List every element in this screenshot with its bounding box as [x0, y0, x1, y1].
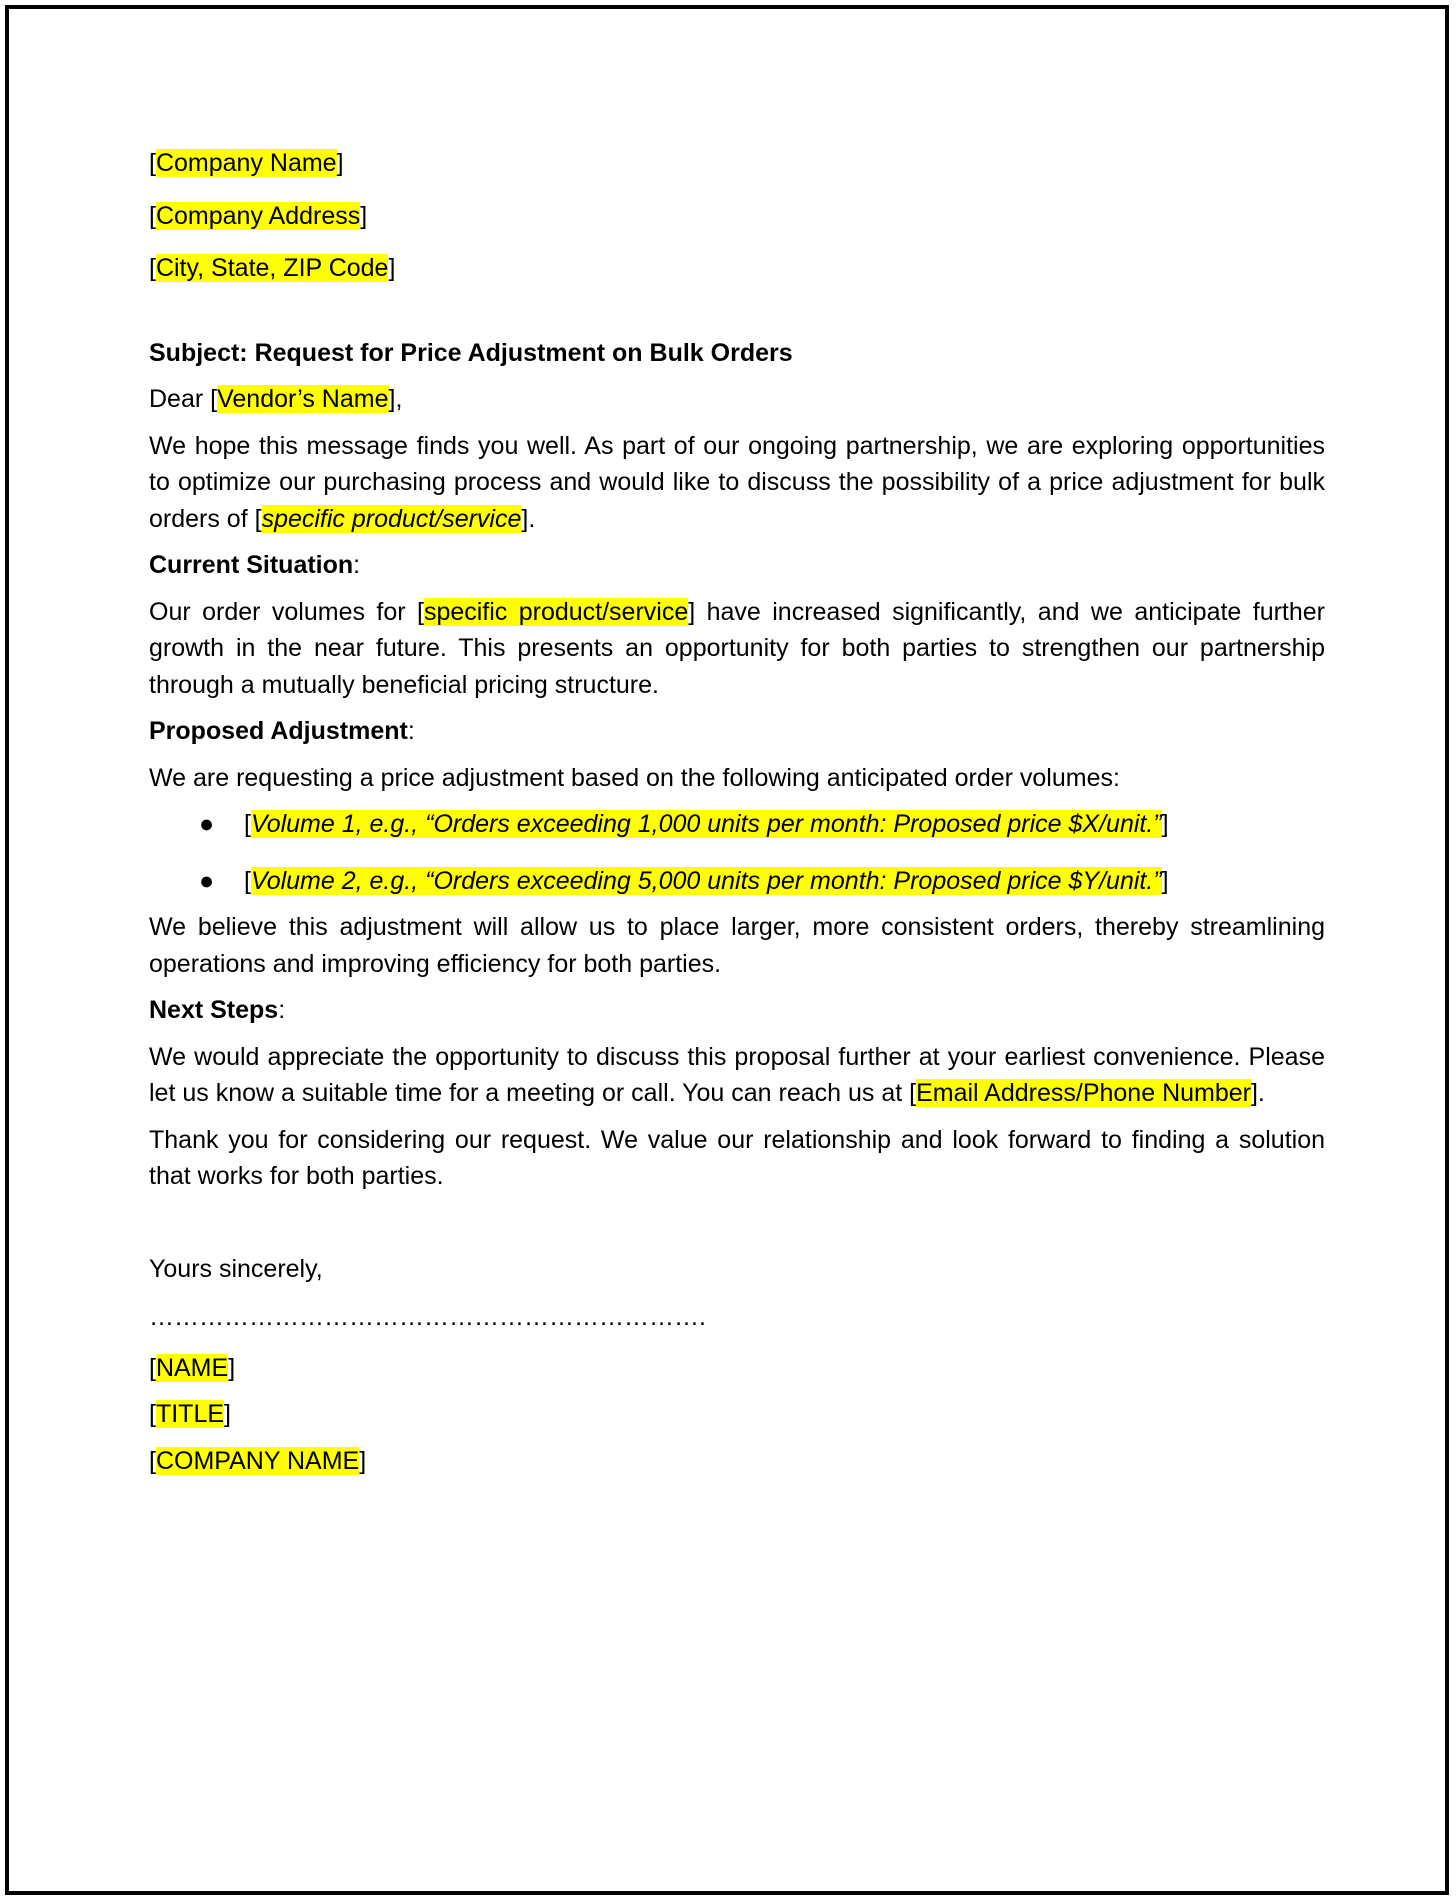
document-page: [5, 5, 1449, 1895]
current-situation-product-placeholder: specific product/service: [423, 597, 689, 626]
greeting-suffix: ],: [388, 385, 403, 413]
greeting-prefix: Dear [: [149, 385, 218, 413]
signer-block: [149, 1350, 1325, 1480]
next-steps-title: Next Steps: [149, 996, 279, 1024]
proposed-adjustment-intro: We are requesting a price adjustment based on the following anticipated order volumes:: [149, 763, 1120, 792]
signer-company-placeholder: COMPANY NAME: [155, 1446, 360, 1475]
intro-suffix: ].: [521, 504, 536, 533]
closing-salutation: Yours sincerely,: [149, 1254, 323, 1283]
volume-2-placeholder: Volume 2, e.g., “Orders exceeding 5,000 units per month: Proposed price $Y/unit.”: [250, 866, 1162, 895]
intro-product-placeholder: specific product/service: [261, 504, 522, 533]
list-item: ● [Volume 1, e.g., “Orders exceeding 1,000 units per month: Proposed price $X/unit.”]: [149, 806, 1325, 843]
vendor-name-placeholder: Vendor’s Name: [217, 385, 389, 413]
next-steps-heading: Next Steps:: [149, 996, 286, 1024]
bullet-icon: ●: [199, 810, 215, 838]
volume-list: [149, 806, 1325, 899]
proposed-adjustment-closing: We believe this adjustment will allow us to place larger, more consistent orders, thereby streamlining operations and improving efficiency for both parties.: [149, 913, 1325, 978]
contact-placeholder: Email Address/Phone Number: [916, 1079, 1251, 1107]
intro-text: We hope this message finds you well. As part of our ongoing partnership, we are exploring opportunities to optimize our purchasing process and would like to discuss the possibility of a price adjustment for bulk orders of [: [149, 431, 1325, 533]
city-state-zip-line: [City, State, ZIP Code]: [149, 254, 396, 282]
bullet-icon: ●: [199, 866, 215, 895]
signer-name-line: [NAME]: [149, 1353, 236, 1382]
proposed-adjustment-title: Proposed Adjustment: [149, 717, 408, 745]
company-address-placeholder: Company Address: [155, 201, 361, 230]
volume-1-placeholder: Volume 1, e.g., “Orders exceeding 1,000 units per month: Proposed price $X/unit.”: [250, 810, 1162, 838]
list-item: ● [Volume 2, e.g., “Orders exceeding 5,000 units per month: Proposed price $Y/unit.”]: [149, 863, 1325, 900]
proposed-adjustment-heading: Proposed Adjustment:: [149, 717, 415, 745]
next-steps-suffix: ].: [1250, 1079, 1265, 1107]
current-situation-title: Current Situation: [149, 551, 354, 579]
current-situation-heading: Current Situation:: [149, 551, 361, 579]
signer-title-line: [TITLE]: [149, 1400, 231, 1428]
company-name-line: [Company Name]: [149, 149, 344, 177]
signer-name-placeholder: NAME: [155, 1353, 229, 1382]
current-situation-prefix: Our order volumes for [: [149, 597, 424, 626]
intro-paragraph: [149, 428, 1325, 538]
next-steps-paragraph: [149, 1039, 1325, 1112]
subject-line: Subject: Request for Price Adjustment on Bulk Orders: [149, 338, 793, 367]
greeting: [149, 381, 1325, 418]
thanks-paragraph: Thank you for considering our request. We value our relationship and look forward to finding a solution that works for both parties.: [149, 1125, 1325, 1190]
city-state-zip-placeholder: City, State, ZIP Code: [155, 254, 389, 282]
signature-line: ………………………………………………………….: [149, 1303, 706, 1331]
sender-address: [149, 145, 1325, 287]
signer-company-line: [COMPANY NAME]: [149, 1446, 367, 1475]
company-address-line: [Company Address]: [149, 201, 368, 230]
letter-body: [149, 145, 1325, 1495]
next-steps-text: We would appreciate the opportunity to discuss this proposal further at your earliest convenience. Please let us know a suitable time for a meeting or call. You can reach us at [: [149, 1042, 1325, 1107]
company-name-placeholder: Company Name: [155, 149, 337, 177]
signer-title-placeholder: TITLE: [155, 1400, 225, 1428]
current-situation-text: ] have increased significantly, and we anticipate further growth in the near future. This presents an opportunity for both parties to strengthen our partnership through a mutually beneficial pricing structure.: [149, 597, 1326, 699]
current-situation-paragraph: [149, 594, 1325, 704]
